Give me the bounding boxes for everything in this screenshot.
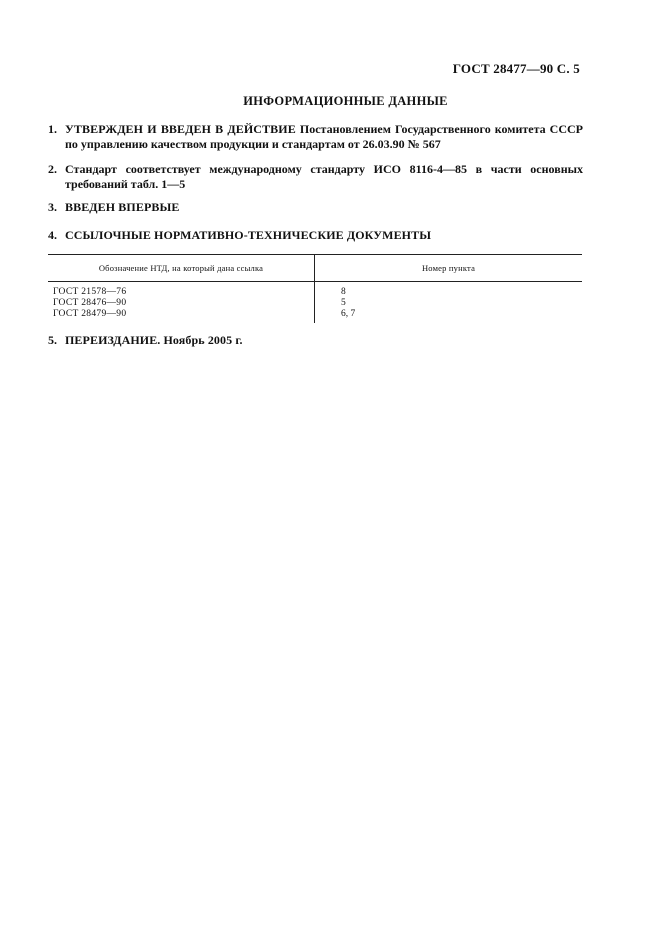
document-title: ИНФОРМАЦИОННЫЕ ДАННЫЕ <box>243 94 448 108</box>
item-body <box>65 200 583 215</box>
item-number: 2. <box>48 162 57 176</box>
list-item-2 <box>48 162 583 191</box>
list-item-4 <box>48 228 583 243</box>
table-row <box>48 298 582 309</box>
item-number: 4. <box>48 228 57 242</box>
page-header-gost-ref: ГОСТ 28477—90 С. 5 <box>452 61 580 76</box>
item-heading: ВВЕДЕН ВПЕРВЫЕ <box>65 200 180 214</box>
reference-documents-table <box>48 254 582 323</box>
item-heading: ССЫЛОЧНЫЕ НОРМАТИВНО-ТЕХНИЧЕСКИЕ ДОКУМЕНТЫ <box>65 228 432 242</box>
table-cell-ntd: ГОСТ 28479—90 <box>48 309 315 323</box>
column-header-ntd: Обозначение НТД, на который дана ссылка <box>48 255 315 282</box>
item-heading: ПЕРЕИЗДАНИЕ. Ноябрь 2005 г. <box>65 333 243 347</box>
column-header-item-number: Номер пункта <box>315 255 583 282</box>
table-cell-item-number: 6, 7 <box>341 309 356 319</box>
table-header-row <box>48 255 582 282</box>
table-cell-ntd: ГОСТ 28476—90 <box>48 298 315 309</box>
table-cell-item-number: 8 <box>341 287 346 297</box>
item-body <box>65 333 583 348</box>
item-number: 5. <box>48 333 57 347</box>
item-text: Стандарт соответствует международному стандарту ИСО 8116-4—85 в части основных требований табл. 1—5 <box>65 162 583 191</box>
table-row <box>48 282 582 299</box>
table-cell-item-number: 5 <box>341 298 346 308</box>
item-body <box>65 162 583 191</box>
item-number: 1. <box>48 122 57 136</box>
item-heading: УТВЕРЖДЕН И ВВЕДЕН В ДЕЙСТВИЕ <box>65 122 296 136</box>
table-row <box>48 309 582 323</box>
item-body <box>65 228 583 243</box>
list-item-5 <box>48 333 583 348</box>
table-cell-ntd: ГОСТ 21578—76 <box>48 282 315 299</box>
item-number: 3. <box>48 200 57 214</box>
list-item-1 <box>48 122 583 151</box>
item-body <box>65 122 583 151</box>
item-text: Постановлением Государственного комитета СССР по управлению качеством продукции и стандартам от 26.03.90 № 567 <box>65 122 583 151</box>
list-item-3 <box>48 200 583 215</box>
